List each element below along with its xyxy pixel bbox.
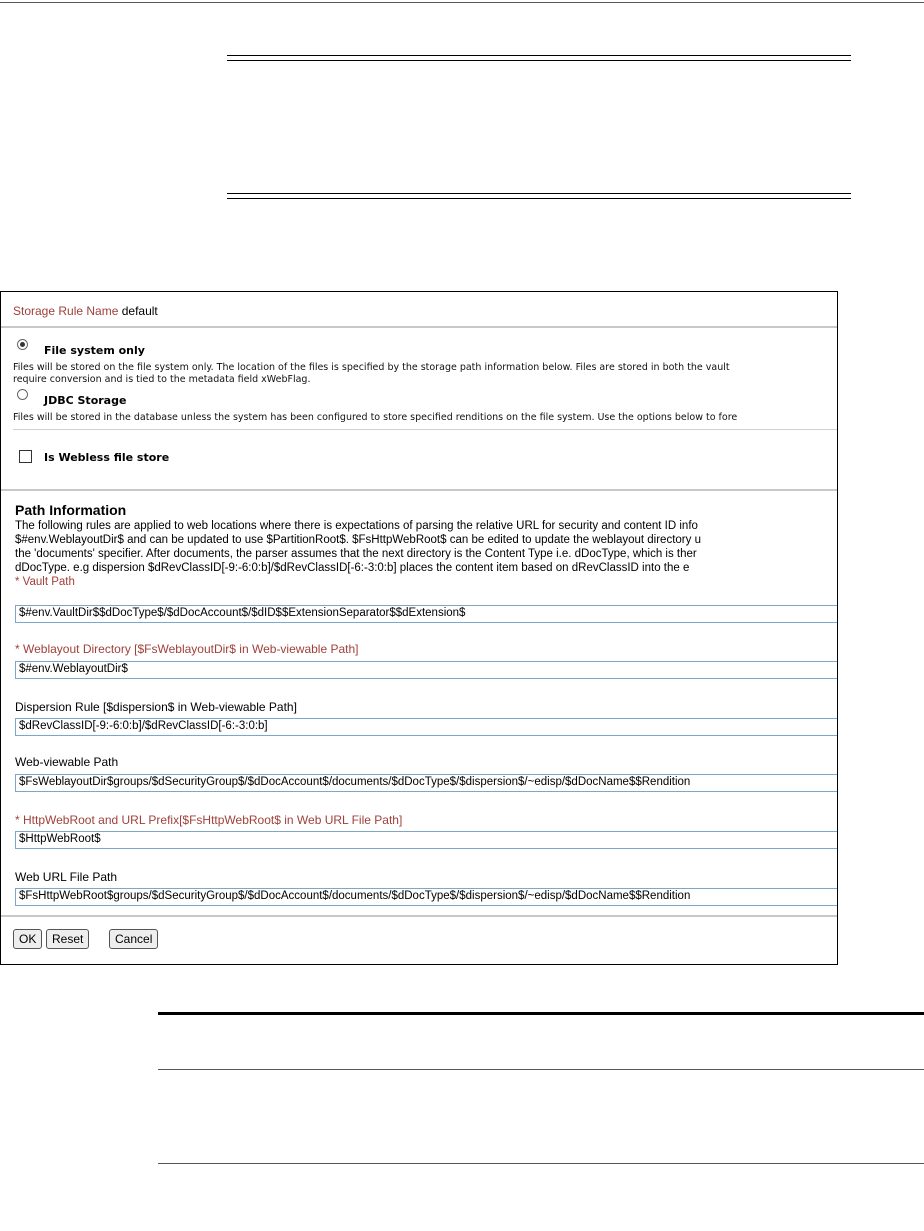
- table-rule: [158, 1069, 924, 1070]
- weblayout-directory-label: * Weblayout Directory [$FsWeblayoutDir$ in Web-viewable Path]: [15, 642, 359, 656]
- jdbc-storage-radio[interactable]: [17, 389, 28, 400]
- weblayout-directory-input[interactable]: $#env.WeblayoutDir$: [15, 661, 838, 679]
- divider: [1, 489, 837, 491]
- table-top-rule: [158, 1012, 924, 1015]
- cancel-button[interactable]: Cancel: [109, 929, 158, 949]
- web-url-file-path-input[interactable]: $FsHttpWebRoot$groups/$dSecurityGroup$/$dDocAccount$/documents/$dDocType$/$dispersion$/~edisp/$dDocName$$Rendition: [15, 888, 838, 906]
- web-viewable-path-label: Web-viewable Path: [15, 755, 119, 769]
- http-web-root-input[interactable]: $HttpWebRoot$: [15, 831, 838, 849]
- divider: [1, 326, 837, 328]
- file-system-only-label: File system only: [44, 344, 145, 357]
- web-url-file-path-label: Web URL File Path: [15, 870, 118, 884]
- http-web-root-label: * HttpWebRoot and URL Prefix[$FsHttpWebRoot$ in Web URL File Path]: [15, 813, 403, 827]
- jdbc-storage-desc: Files will be stored in the database unless the system has been configured to store specified renditions on the file system. Use the options below to fore: [13, 412, 738, 423]
- dispersion-rule-label: Dispersion Rule [$dispersion$ in Web-viewable Path]: [15, 700, 297, 714]
- note-bottom-rule: [227, 193, 851, 199]
- storage-rule-form: [0, 291, 838, 965]
- vault-path-input[interactable]: $#env.VaultDir$$dDocType$/$dDocAccount$/$dID$$ExtensionSeparator$$dExtension$: [15, 605, 838, 623]
- jdbc-storage-label: JDBC Storage: [44, 394, 127, 407]
- file-system-only-radio[interactable]: [17, 339, 28, 350]
- file-system-only-desc-2: require conversion and is tied to the metadata field xWebFlag.: [13, 374, 311, 385]
- table-rule: [158, 1163, 924, 1164]
- rule-name-label: Storage Rule Name: [13, 304, 119, 318]
- divider: [13, 429, 837, 430]
- path-info-line: The following rules are applied to web locations where there is expectations of parsing the relative URL for security and content ID info: [15, 520, 698, 532]
- dispersion-rule-input[interactable]: $dRevClassID[-9:-6:0:b]/$dRevClassID[-6:-3:0:b]: [15, 718, 838, 736]
- webless-checkbox[interactable]: [19, 450, 32, 463]
- path-info-line: dDocType. e.g dispersion $dRevClassID[-9:-6:0:b]/$dRevClassID[-6:-3:0:b] places the content item based on dRevClassID into the e: [15, 562, 690, 574]
- file-system-only-desc-1: Files will be stored on the file system only. The location of the files is specified by the storage path information below. Files are stored in both the vault: [13, 362, 730, 373]
- path-info-heading: Path Information: [15, 502, 127, 518]
- ok-button[interactable]: OK: [13, 929, 42, 949]
- web-viewable-path-input[interactable]: $FsWeblayoutDir$groups/$dSecurityGroup$/$dDocAccount$/documents/$dDocType$/$dispersion$/~edisp/$dDocName$$Rendition: [15, 774, 838, 792]
- path-info-line: the 'documents' specifier. After documents, the parser assumes that the next directory is the Content Type i.e. dDocType, which is ther: [15, 548, 697, 560]
- reset-button[interactable]: Reset: [46, 929, 89, 949]
- webless-label: Is Webless file store: [44, 451, 170, 464]
- divider: [1, 915, 837, 917]
- vault-path-label: * Vault Path: [15, 576, 75, 588]
- top-rule: [0, 2, 924, 3]
- path-info-line: $#env.WeblayoutDir$ and can be updated to use $PartitionRoot$. $FsHttpWebRoot$ can be edited to update the weblayout directory u: [15, 534, 701, 546]
- note-top-rule: [227, 55, 851, 61]
- rule-name-value: default: [121, 304, 158, 318]
- rule-name-row: [13, 304, 158, 318]
